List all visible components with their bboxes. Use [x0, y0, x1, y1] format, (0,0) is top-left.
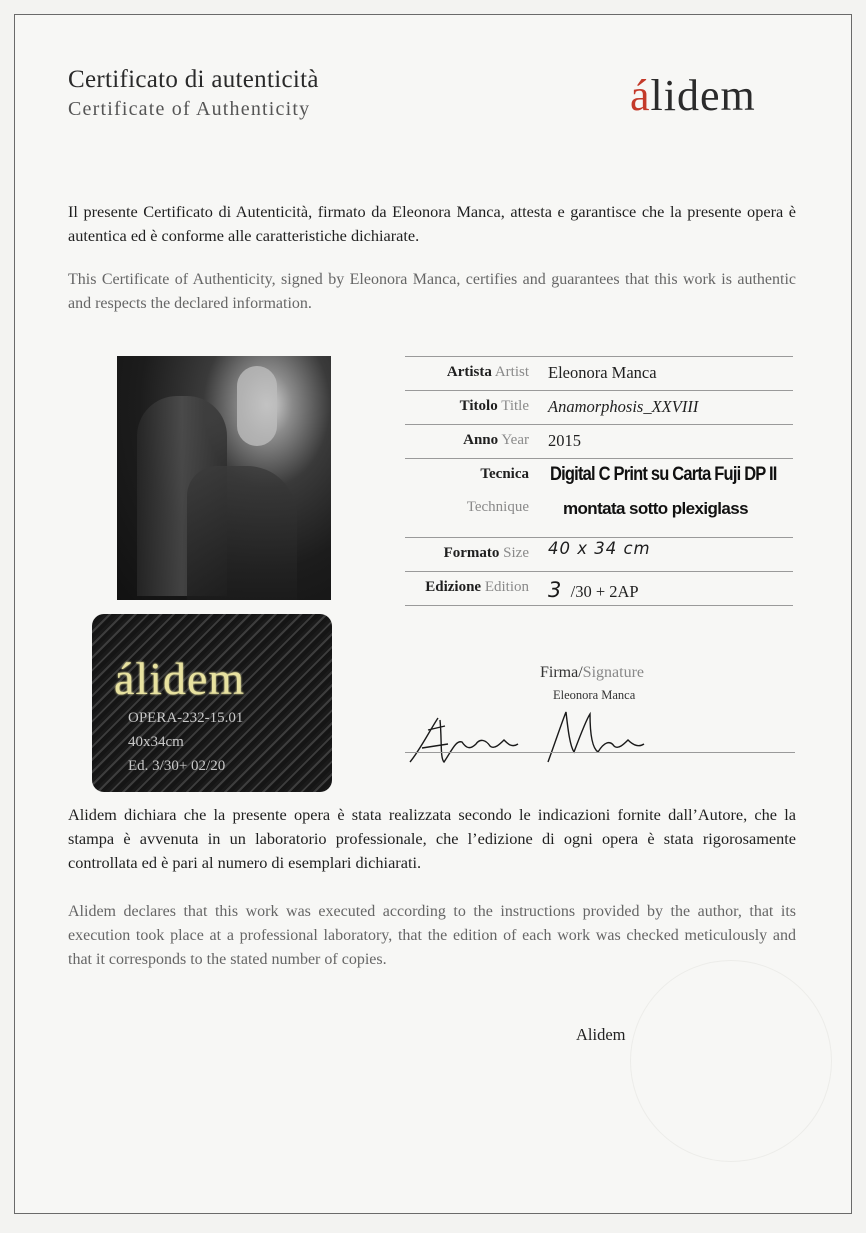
declaration-english: Alidem declares that this work was executed according to the instructions provided by the author, that its execution took place at a professional laboratory, that the edition of each work was checked meticulously and that it corresponds to the stated number of copies.: [68, 903, 796, 968]
edition-number: 3: [548, 578, 563, 602]
label-size-it: Formato: [443, 545, 500, 561]
artwork-details-table: [405, 356, 793, 606]
label-technique-it: Tecnica: [480, 466, 529, 482]
row-edition: [405, 571, 793, 606]
value-technique-line1: Digital C Print su Carta Fuji DP II: [550, 463, 777, 485]
hologram-logo: álidem: [114, 653, 246, 704]
logo-accent: á: [630, 71, 651, 120]
value-technique-line2: montata sotto plexiglass: [563, 499, 748, 518]
handwritten-signature: [400, 700, 650, 770]
declaration-italian: Alidem dichiara che la presente opera è stata realizzata secondo le indicazioni fornite dall’Autore, che la stampa è avvenuta in un laboratorio professionale, che l’edizione di ogni opera è stata rigorosamente controllata ed è pari al numero di esemplari dichiarati.: [68, 805, 796, 872]
title-english: Certificate of Authenticity: [68, 98, 311, 120]
signature-printed-name: Eleonora Manca: [553, 688, 636, 702]
value-title: Anamorphosis_XXVIII: [548, 397, 699, 416]
value-artist: Eleonora Manca: [548, 363, 657, 382]
embossed-seal: [630, 960, 832, 1162]
intro-english: This Certificate of Authenticity, signed by Eleonora Manca, certifies and guarantees that this work is authentic and respects the declared information.: [68, 271, 796, 312]
artwork-photo: [117, 356, 331, 600]
row-artist: [405, 356, 793, 390]
row-size: [405, 537, 793, 571]
value-edition: [548, 578, 639, 602]
row-title: [405, 390, 793, 424]
label-edition-it: Edizione: [425, 579, 482, 595]
label-artist-it: Artista: [446, 364, 492, 380]
row-year: [405, 424, 793, 458]
signature-label-it: Firma/: [540, 664, 583, 681]
signature-line: [405, 752, 795, 753]
hologram-label: [92, 614, 332, 792]
alidem-logo: [630, 70, 756, 121]
value-year: 2015: [548, 431, 581, 450]
label-year-it: Anno: [463, 432, 499, 448]
label-title-it: Titolo: [459, 398, 498, 414]
hologram-edition: Ed. 3/30+ 02/20: [128, 758, 226, 774]
label-size-en: Size: [503, 545, 529, 561]
value-size: 40 x 34 cm: [548, 539, 651, 558]
title-italian: Certificato di autenticità: [68, 66, 319, 93]
signature-label-en: Signature: [582, 664, 644, 681]
edition-suffix: /30 + 2AP: [570, 582, 639, 601]
intro-italian: Il presente Certificato di Autenticità, firmato da Eleonora Manca, attesta e garantisce che la presente opera è autentica ed è conforme alle caratteristiche dichiarate.: [68, 202, 796, 245]
hologram-code: OPERA-232-15.01: [128, 710, 244, 726]
label-year-en: Year: [501, 432, 529, 448]
row-technique: [405, 458, 793, 537]
logo-text: lidem: [650, 71, 756, 120]
label-edition-en: Edition: [484, 579, 529, 595]
signature-label: [540, 664, 644, 682]
label-artist-en: Artist: [494, 364, 529, 380]
label-technique-en: Technique: [466, 499, 529, 515]
issuer-signature: Alidem: [576, 1025, 626, 1044]
label-title-en: Title: [501, 398, 529, 414]
hologram-size: 40x34cm: [128, 734, 184, 750]
